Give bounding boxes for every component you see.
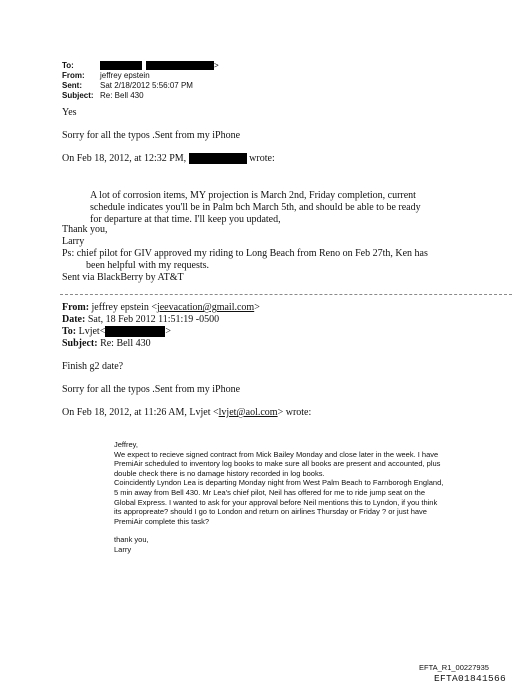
subject-row-2 bbox=[62, 338, 260, 350]
quoted-message-1 bbox=[90, 190, 430, 226]
from-label-2: From: bbox=[62, 302, 90, 313]
quote-line: schedule indicates you'll be in Palm bch March 5th, and should be able to be ready bbox=[90, 202, 421, 213]
reply-yes: Yes bbox=[62, 107, 77, 118]
reply-typos-1: Sorry for all the typos .Sent from my iPhone bbox=[62, 130, 241, 141]
quote-greeting: Jeffrey, bbox=[114, 440, 138, 449]
subject-value: Re: Bell 430 bbox=[100, 91, 144, 100]
to-label-2: To: bbox=[62, 326, 77, 337]
quote-line: A lot of corrosion items, MY projection is March 2nd, Friday completion, current bbox=[90, 190, 416, 201]
quoted-message-2 bbox=[114, 440, 444, 555]
reply-attribution-1 bbox=[62, 153, 275, 165]
sent-label: Sent: bbox=[62, 81, 82, 90]
subject-value-2: Re: Bell 430 bbox=[100, 338, 151, 349]
to-row-2 bbox=[62, 326, 260, 338]
sent-row bbox=[62, 81, 219, 91]
from-name-2: jeffrey epstein < bbox=[91, 302, 157, 313]
date-label-2: Date: bbox=[62, 314, 86, 325]
attribution-email-link[interactable]: lvjet@aol.com bbox=[218, 407, 278, 418]
quote-closing: thank you, bbox=[114, 535, 149, 545]
redaction bbox=[146, 61, 214, 70]
attribution-suffix: wrote: bbox=[249, 153, 275, 164]
quote-paragraph-1: We expect to recieve signed contract from Mick Bailey Monday and close later in the week. I have PremiAir scheduled to inventory log books to make sure all books are present and accounted, plus double check there is no damage history recorded in log books. bbox=[114, 449, 441, 478]
redaction bbox=[105, 326, 165, 337]
date-row-2 bbox=[62, 314, 260, 326]
to-value bbox=[100, 61, 219, 71]
subject-row bbox=[62, 91, 219, 101]
signature-sent-via: Sent via BlackBerry by AT&T bbox=[62, 272, 184, 283]
bates-stamp-2: EFTA01841566 bbox=[434, 673, 507, 684]
from-close-2: > bbox=[254, 302, 260, 313]
from-value: jeffrey epstein bbox=[100, 71, 150, 80]
reply-typos-2: Sorry for all the typos .Sent from my iPhone bbox=[62, 384, 241, 395]
to-row bbox=[62, 61, 219, 71]
from-row bbox=[62, 71, 219, 81]
quote-paragraph-2: Coincidently Lyndon Lea is departing Monday night from West Palm Beach to Farnborogh England, 5 min away from Bell 430. Mr Lea's chief pilot, Neil has offered for me to ride jump seat on the Global Express. I wanted to ask for your approval before Neil mentions this to Lyndon, if you think its appropreate? should I go to London and return on airlines Thursday or Friday ? or just have PremiAir complete this task? bbox=[114, 478, 444, 526]
quote-name: Larry bbox=[114, 544, 132, 554]
redaction bbox=[189, 153, 247, 164]
email-header-1 bbox=[62, 61, 219, 101]
message-separator bbox=[60, 294, 512, 295]
subject-label: Subject: bbox=[62, 91, 94, 100]
attribution-suffix-2: > wrote: bbox=[277, 407, 312, 418]
to-value-2: Lvjet< bbox=[78, 326, 106, 337]
from-label: From: bbox=[62, 71, 85, 80]
signature-thanks: Thank you, bbox=[62, 224, 108, 235]
attribution-prefix-2: On Feb 18, 2012, at 11:26 AM, Lvjet < bbox=[62, 407, 219, 418]
to-close-2: > bbox=[165, 326, 171, 337]
reply-attribution-2 bbox=[62, 407, 311, 419]
sent-value: Sat 2/18/2012 5:56:07 PM bbox=[100, 81, 193, 90]
bates-stamp-1: EFTA_R1_00227935 bbox=[419, 663, 489, 672]
to-suffix: > bbox=[214, 61, 219, 70]
from-row-2 bbox=[62, 302, 260, 314]
signature-name: Larry bbox=[62, 236, 85, 247]
email-header-2 bbox=[62, 302, 260, 350]
subject-label-2: Subject: bbox=[62, 338, 98, 349]
signature-block-1 bbox=[62, 224, 432, 284]
date-value-2: Sat, 18 Feb 2012 11:51:19 -0500 bbox=[87, 314, 220, 325]
reply-finish: Finish g2 date? bbox=[62, 361, 124, 372]
signature-ps: Ps: chief pilot for GIV approved my riding to Long Beach from Reno on Feb 27th, Ken has been helpful with my requests. bbox=[62, 248, 428, 271]
quote-line: for departure at that time. I'll keep you updated, bbox=[90, 214, 281, 225]
from-email-link[interactable]: jeevacation@gmail.com bbox=[156, 302, 255, 313]
attribution-prefix: On Feb 18, 2012, at 12:32 PM, bbox=[62, 153, 187, 164]
to-label: To: bbox=[62, 61, 74, 70]
redaction bbox=[100, 61, 142, 70]
